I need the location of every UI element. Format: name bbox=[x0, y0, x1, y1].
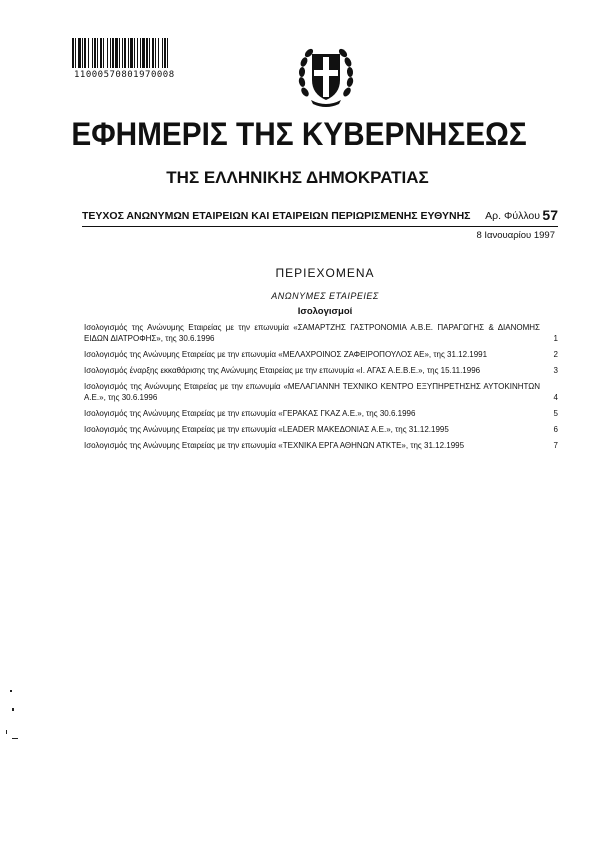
barcode-bar bbox=[112, 38, 114, 68]
barcode bbox=[72, 38, 210, 68]
contents-item-text: Ισολογισμός της Ανώνυμης Εταιρείας με την επωνυμία «LEADER ΜΑΚΕΔΟΝΙΑΣ Α.Ε.», της 31.12.1995 bbox=[84, 425, 449, 434]
barcode-bar bbox=[155, 38, 156, 68]
barcode-bar bbox=[134, 38, 135, 68]
barcode-bar bbox=[110, 38, 111, 68]
barcode-bar bbox=[94, 38, 96, 68]
contents-item-page: 6 bbox=[553, 425, 558, 434]
barcode-bar bbox=[122, 38, 123, 68]
barcode-bar bbox=[158, 38, 159, 68]
barcode-bar bbox=[162, 38, 163, 68]
contents-item-page: 1 bbox=[553, 334, 558, 343]
barcode-bar bbox=[152, 38, 154, 68]
contents-item bbox=[84, 440, 558, 451]
contents-item-text: Ισολογισμός της Ανώνυμης Εταιρείας με την επωνυμία «ΣΑΜΑΡΤΖΗΣ ΓΑΣΤΡΟΝΟΜΙΑ Α.Β.Ε. ΠΑΡΑΓΩΓΗΣ & ΔΙΑΝΟΜΗΣ ΕΙΔΩΝ ΔΙΑΤΡΟΦΗΣ», της 30.6.1996 bbox=[84, 323, 540, 343]
coat-of-arms-emblem bbox=[297, 42, 355, 110]
barcode-bar bbox=[82, 38, 83, 68]
issue-divider bbox=[82, 226, 558, 227]
barcode-bar bbox=[75, 38, 76, 68]
section-heading: ΑΝΩΝΥΜΕΣ ΕΤΑΙΡΕΙΕΣ bbox=[271, 291, 379, 301]
scan-speck bbox=[6, 730, 7, 734]
subsection-heading: Ισολογισμοί bbox=[297, 306, 353, 317]
gazette-title: ΕΦΗΜΕΡΙΣ ΤΗΣ ΚΥΒΕΡΝΗΣΕΩΣ bbox=[71, 116, 527, 152]
contents-item bbox=[84, 322, 558, 344]
barcode-bar bbox=[97, 38, 98, 68]
barcode-bar bbox=[137, 38, 138, 68]
scan-speck bbox=[12, 738, 18, 739]
barcode-bar bbox=[124, 38, 126, 68]
contents-item bbox=[84, 349, 558, 360]
contents-title: ΠΕΡΙΕΧΟΜΕΝΑ bbox=[275, 266, 375, 280]
sheet-number: 57 bbox=[542, 207, 558, 223]
contents-item bbox=[84, 408, 558, 419]
contents-item bbox=[84, 424, 558, 435]
issue-label: ΤΕΥΧΟΣ ΑΝΩΝΥΜΩΝ ΕΤΑΙΡΕΙΩΝ ΚΑΙ ΕΤΑΙΡΕΙΩΝ ΠΕΡΙΩΡΙΣΜΕΝΗΣ ΕΥΘΥΝΗΣ bbox=[82, 210, 471, 222]
barcode-bar bbox=[72, 38, 74, 68]
scan-speck bbox=[10, 690, 12, 692]
barcode-bar bbox=[107, 38, 108, 68]
barcode-bar bbox=[115, 38, 118, 68]
contents-item-text: Ισολογισμός της Ανώνυμης Εταιρείας με την επωνυμία «ΜΕΛΑΧΡΟΙΝΟΣ ΖΑΦΕΙΡΟΠΟΥΛΟΣ ΑΕ», της 31.12.1991 bbox=[84, 350, 488, 359]
barcode-bar bbox=[130, 38, 133, 68]
gazette-subtitle: ΤΗΣ ΕΛΛΗΝΙΚΗΣ ΔΗΜΟΚΡΑΤΙΑΣ bbox=[166, 168, 429, 187]
contents-item-text: Ισολογισμός έναρξης εκκαθάρισης της Ανώνυμης Εταιρείας με την επωνυμία «Ι. ΑΓΑΣ Α.Ε.Β.Ε.», της 15.11.1996 bbox=[84, 366, 481, 375]
contents-item-page: 7 bbox=[553, 441, 558, 450]
barcode-bar bbox=[88, 38, 89, 68]
barcode-bar bbox=[142, 38, 145, 68]
barcode-bar bbox=[92, 38, 93, 68]
contents-item-text: Ισολογισμός της Ανώνυμης Εταιρείας με την επωνυμία «ΜΕΛΑΓΙΑΝΝΗ ΤΕΧΝΙΚΟ ΚΕΝΤΡΟ ΕΞΥΠΗΡΕΤΗΣΗΣ ΑΥΤΟΚΙΝΗΤΩΝ Α.Ε.», της 30.6.1996 bbox=[84, 382, 540, 402]
contents-item bbox=[84, 365, 558, 376]
barcode-number: 11000570801970008 bbox=[74, 70, 175, 80]
barcode-bar bbox=[140, 38, 141, 68]
barcode-bar bbox=[119, 38, 120, 68]
issue-date: 8 Ιανουαρίου 1997 bbox=[476, 230, 555, 241]
sheet-label: Αρ. Φύλλου bbox=[485, 210, 540, 222]
barcode-bar bbox=[128, 38, 129, 68]
contents-item-page: 3 bbox=[553, 366, 558, 375]
scan-speck bbox=[12, 708, 14, 711]
barcode-bar bbox=[78, 38, 81, 68]
barcode-bar bbox=[146, 38, 148, 68]
contents-item bbox=[84, 381, 558, 403]
issue-row bbox=[82, 208, 558, 226]
contents-list bbox=[84, 322, 558, 456]
barcode-bar bbox=[149, 38, 150, 68]
contents-item-page: 2 bbox=[553, 350, 558, 359]
barcode-bar bbox=[167, 38, 168, 68]
contents-item-page: 5 bbox=[553, 409, 558, 418]
barcode-bar bbox=[164, 38, 166, 68]
barcode-bar bbox=[103, 38, 104, 68]
contents-item-page: 4 bbox=[553, 393, 558, 402]
barcode-bar bbox=[84, 38, 86, 68]
contents-item-text: Ισολογισμός της Ανώνυμης Εταιρείας με την επωνυμία «ΤΕΧΝΙΚΑ ΕΡΓΑ ΑΘΗΝΩΝ ΑΤΚΤΕ», της 31.12.1995 bbox=[84, 441, 465, 450]
contents-item-text: Ισολογισμός της Ανώνυμης Εταιρείας με την επωνυμία «ΓΕΡΑΚΑΣ ΓΚΑΖ Α.Ε.», της 30.6.1996 bbox=[84, 409, 416, 418]
barcode-bar bbox=[100, 38, 102, 68]
